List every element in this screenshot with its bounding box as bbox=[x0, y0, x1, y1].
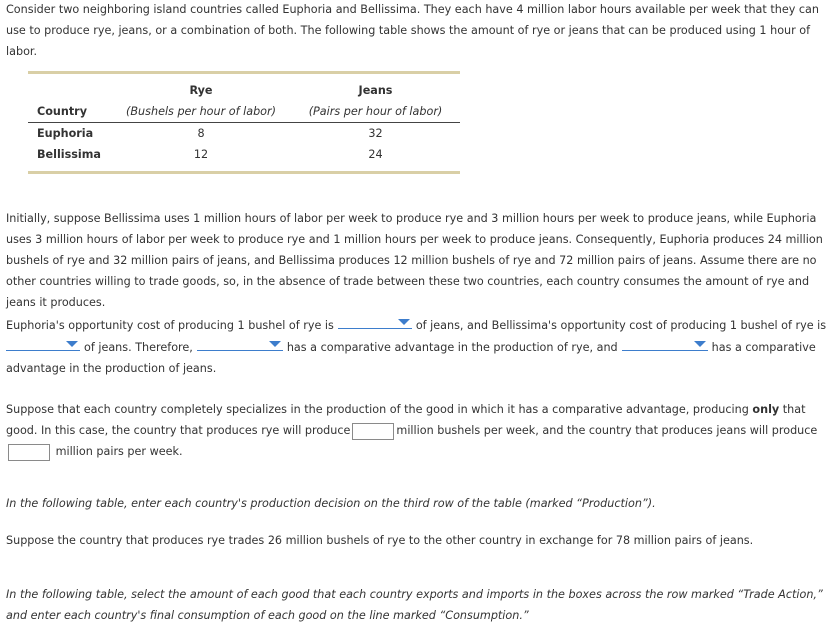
bellissima-opportunity-cost-dropdown[interactable] bbox=[6, 336, 80, 351]
jeans-unit-header: (Pairs per hour of labor) bbox=[308, 105, 443, 118]
country-cell: Euphoria bbox=[37, 127, 94, 140]
table-header-row-2 bbox=[28, 101, 460, 122]
rye-unit-header: (Bushels per hour of labor) bbox=[126, 105, 276, 118]
opportunity-text-4: has a comparative advantage in the production of rye, and bbox=[286, 341, 618, 354]
specialize-text-4: million pairs per week. bbox=[55, 445, 183, 458]
chevron-down-icon bbox=[694, 341, 706, 347]
jeans-cell: 24 bbox=[368, 148, 383, 161]
chevron-down-icon bbox=[269, 341, 281, 347]
specialize-text-3: million bushels per week, and the country that produces jeans will produce bbox=[396, 424, 818, 437]
rye-cell: 12 bbox=[193, 148, 209, 161]
table-row bbox=[28, 144, 460, 165]
table-row bbox=[28, 123, 460, 144]
specialize-text-2: that good. In this case, the country that produces rye will produce bbox=[6, 403, 806, 437]
opportunity-cost-paragraph bbox=[6, 314, 832, 379]
opportunity-text-1: Euphoria's opportunity cost of producing 1 bushel of rye is bbox=[6, 319, 334, 332]
specialize-emphasis: only bbox=[752, 403, 780, 416]
jeans-production-input[interactable] bbox=[8, 444, 50, 461]
opportunity-text-3: of jeans. Therefore, bbox=[84, 341, 193, 354]
chevron-down-icon bbox=[66, 341, 78, 347]
rye-cell: 8 bbox=[197, 127, 205, 140]
rye-header: Rye bbox=[189, 84, 213, 97]
initial-allocation-paragraph: Initially, suppose Bellissima uses 1 million hours of labor per week to produce rye and 3 million hours per week to produce jeans, while Euphoria uses 3 million hours of labor per week to produce rye and 1 million hours per week to produce jeans. Consequently, Euphoria produces 24 million bushels of rye and 32 million pairs of jeans, and Bellissima produces 12 million bushels of rye and 72 million pairs of jeans. Assume there are no other countries willing to trade goods, so, in the absence of trade between these two countries, each country consumes the amount of rye and jeans it produces. bbox=[6, 212, 823, 309]
trade-scenario-paragraph: Suppose the country that produces rye trades 26 million bushels of rye to the other country in exchange for 78 million pairs of jeans. bbox=[6, 534, 754, 547]
jeans-advantage-country-dropdown[interactable] bbox=[622, 336, 708, 351]
table-top-rule bbox=[28, 71, 460, 74]
jeans-cell: 32 bbox=[368, 127, 383, 140]
rye-production-input[interactable] bbox=[352, 423, 394, 440]
intro-paragraph: Consider two neighboring island countries called Euphoria and Bellissima. They each have 4 million labor hours available per week that they can use to produce rye, jeans, or a combination of both. The following table shows the amount of rye or jeans that can be produced using 1 hour of labor. bbox=[6, 3, 819, 58]
euphoria-opportunity-cost-dropdown[interactable] bbox=[338, 314, 412, 329]
table-bottom-rule bbox=[28, 171, 460, 174]
production-instruction: In the following table, enter each country's production decision on the third row of the table (marked “Production”). bbox=[6, 497, 656, 510]
specialization-paragraph bbox=[6, 399, 832, 462]
chevron-down-icon bbox=[398, 319, 410, 325]
labor-productivity-table bbox=[28, 71, 460, 174]
country-header: Country bbox=[37, 105, 87, 118]
country-cell: Bellissima bbox=[37, 148, 101, 161]
table-header-row-1 bbox=[28, 80, 460, 101]
specialize-text-1: Suppose that each country completely specializes in the production of the good in which it has a comparative advantage, producing bbox=[6, 403, 749, 416]
rye-advantage-country-dropdown[interactable] bbox=[197, 336, 283, 351]
jeans-header: Jeans bbox=[358, 84, 393, 97]
opportunity-text-2: of jeans, and Bellissima's opportunity cost of producing 1 bushel of rye is bbox=[415, 319, 827, 332]
opportunity-text-5: has a comparative advantage in the production of jeans. bbox=[6, 341, 816, 375]
trade-instruction: In the following table, select the amount of each good that each country exports and imports in the boxes across the row marked “Trade Action,” and enter each country's final consumption of each good on the line marked “Consumption.” bbox=[6, 588, 823, 622]
